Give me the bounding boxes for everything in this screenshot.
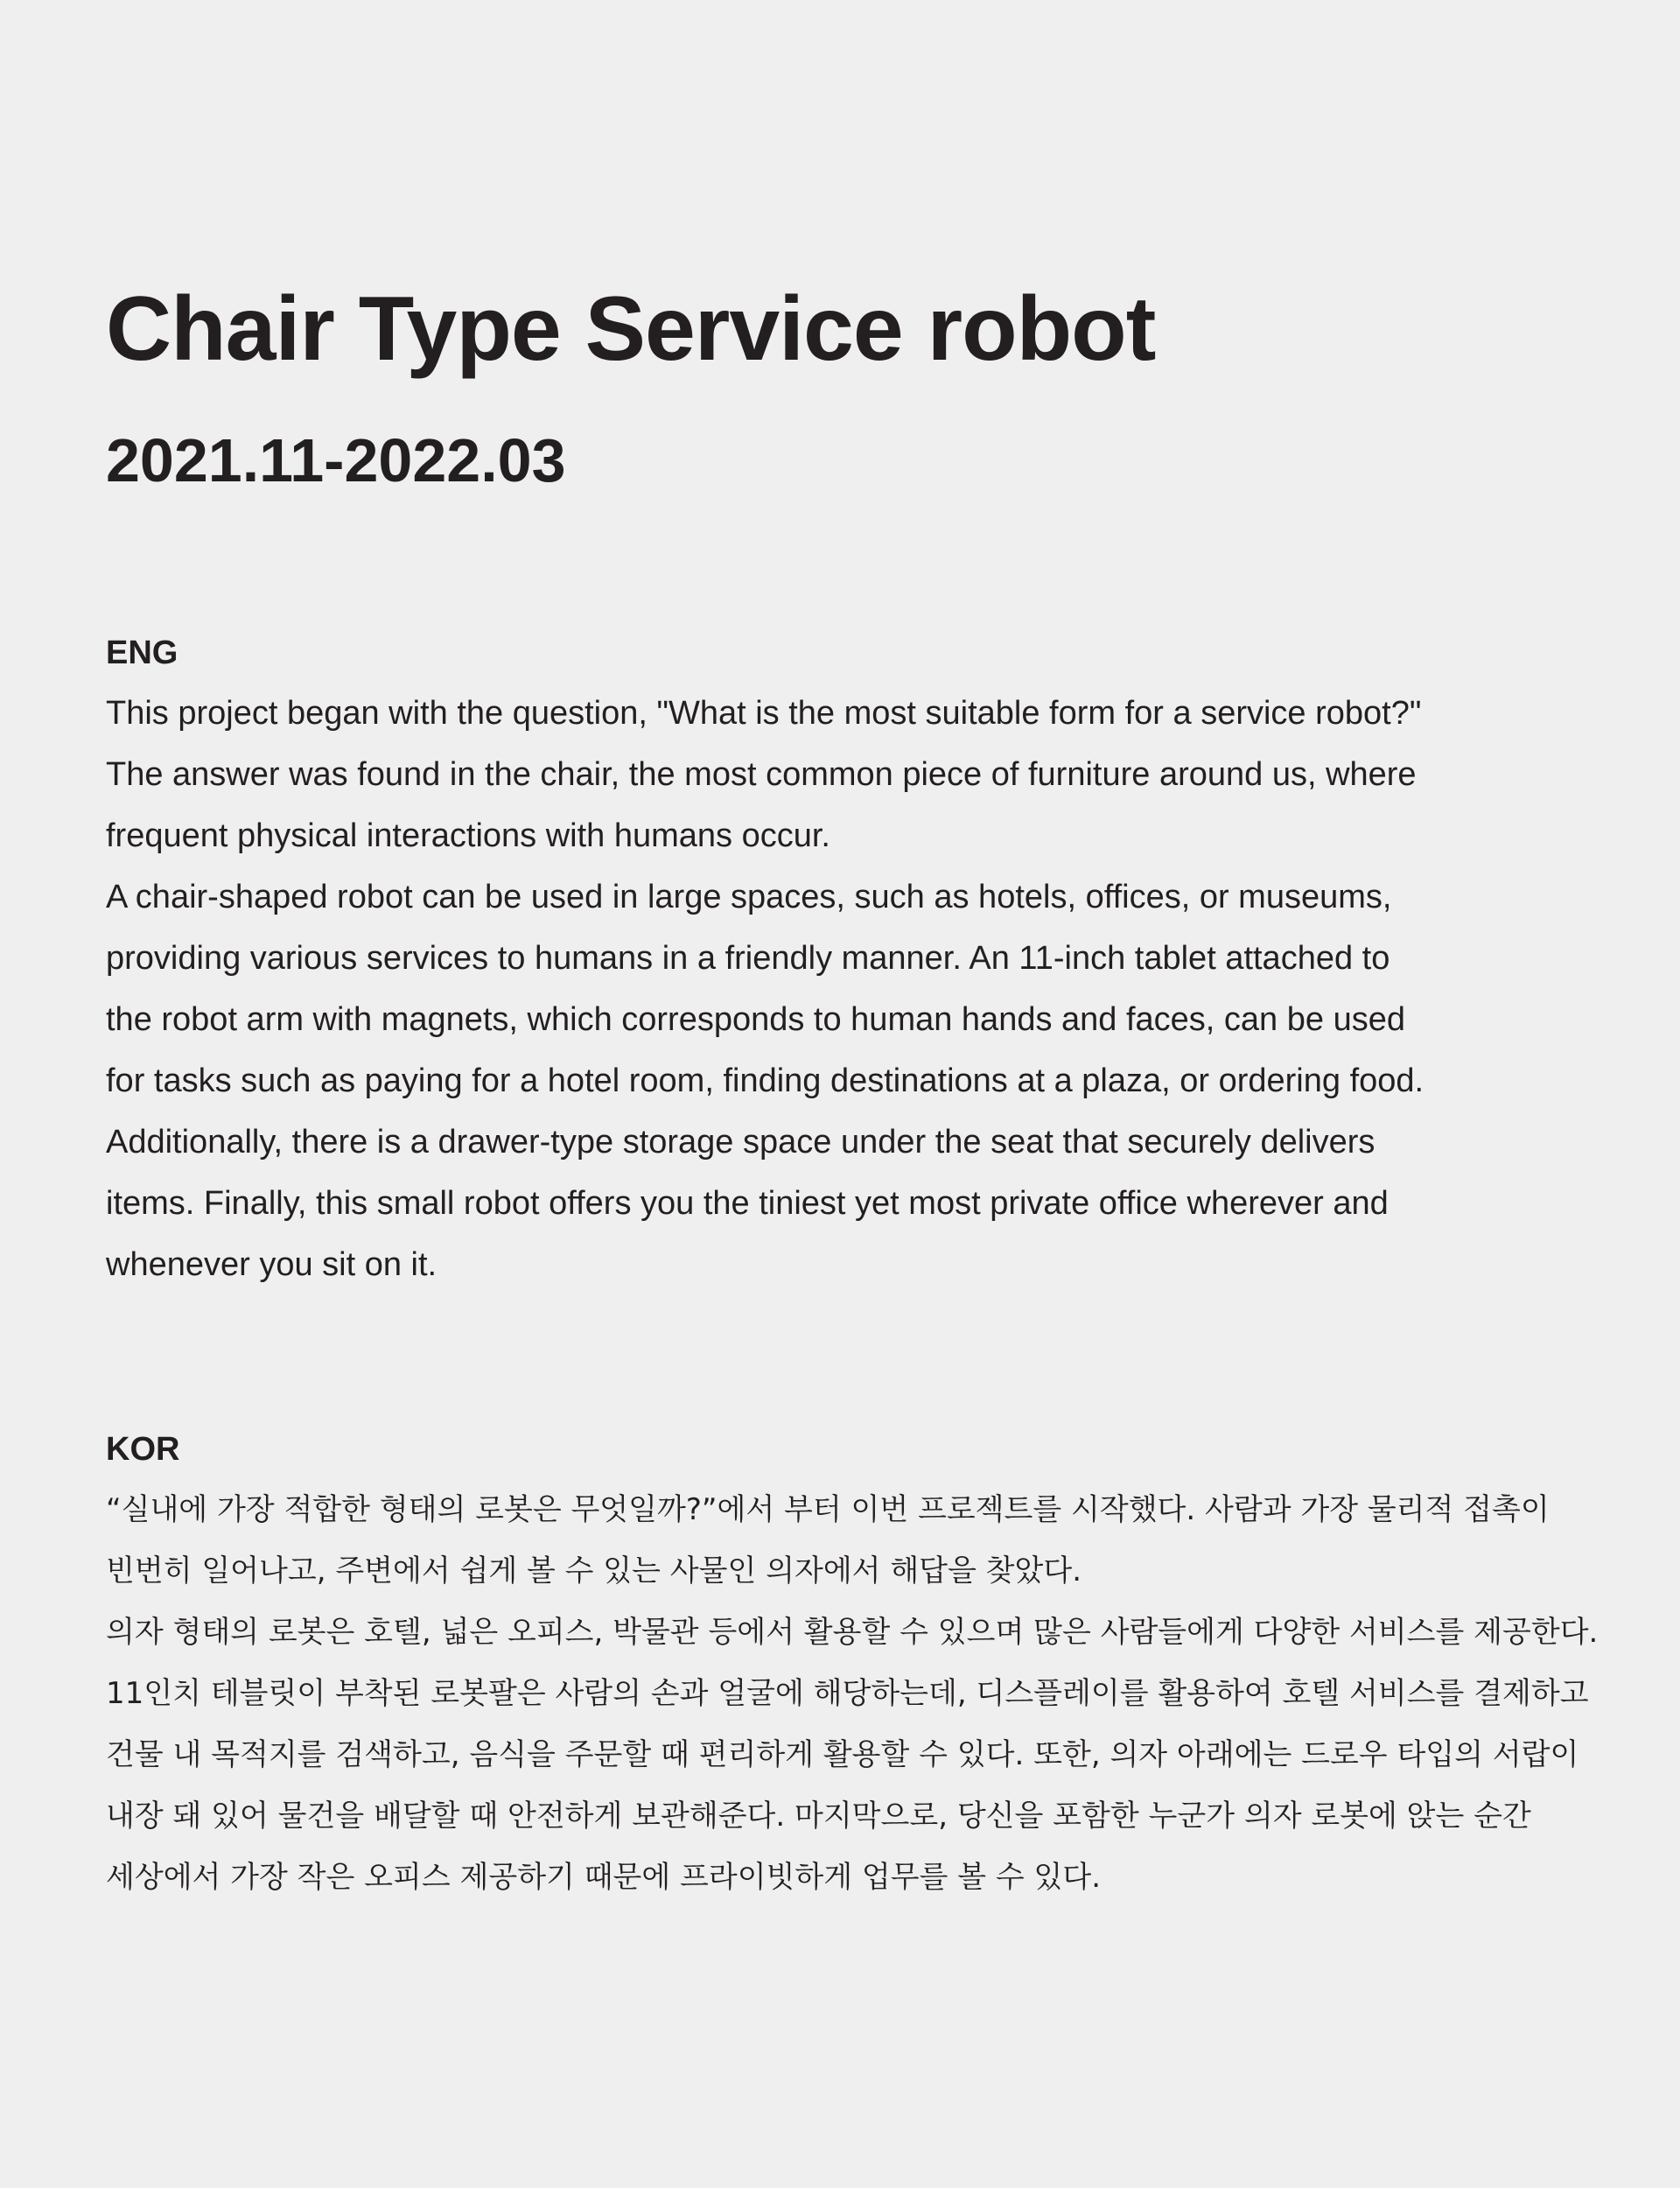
text-line: whenever you sit on it. <box>106 1246 438 1283</box>
section-label-kor: KOR <box>106 1431 180 1468</box>
page-title: Chair Type Service robot <box>106 278 1156 380</box>
text-line: A chair-shaped robot can be used in large spaces, such as hotels, offices, or museums, <box>106 879 1392 915</box>
text-line: The answer was found in the chair, the most common piece of furniture around us, where <box>106 756 1417 793</box>
text-line: 건물 내 목적지를 검색하고, 음식을 주문할 때 편리하게 활용할 수 있다. 또한, 의자 아래에는 드로우 타입의 서랍이 <box>106 1737 1579 1772</box>
text-line: 빈번히 일어나고, 주변에서 쉽게 볼 수 있는 사물인 의자에서 해답을 찾았다. <box>106 1553 1082 1588</box>
text-line: “실내에 가장 적합한 형태의 로봇은 무엇일까?”에서 부터 이번 프로젝트를 시작했다. 사람과 가장 물리적 접촉이 <box>106 1492 1550 1527</box>
text-line: 내장 돼 있어 물건을 배달할 때 안전하게 보관해준다. 마지막으로, 당신을 포함한 누군가 의자 로봇에 앉는 순간 <box>106 1799 1531 1834</box>
korean-description-text <box>106 1479 1599 1908</box>
text-line: 세상에서 가장 작은 오피스 제공하기 때문에 프라이빗하게 업무를 볼 수 있다. <box>106 1860 1102 1895</box>
text-line: 11인치 테블릿이 부착된 로봇팔은 사람의 손과 얼굴에 해당하는데, 디스플레이를 활용하여 호텔 서비스를 결제하고 <box>106 1676 1589 1711</box>
english-description-section <box>106 630 1593 1295</box>
text-line: items. Finally, this small robot offers you the tiniest yet most private office wherever and <box>106 1185 1389 1222</box>
text-line: 의자 형태의 로봇은 호텔, 넓은 오피스, 박물관 등에서 활용할 수 있으며 많은 사람들에게 다양한 서비스를 제공한다. <box>106 1615 1599 1650</box>
korean-description-section <box>106 1427 1599 1908</box>
text-line: This project began with the question, "What is the most suitable form for a service robot?" <box>106 695 1422 732</box>
text-line: for tasks such as paying for a hotel room, finding destinations at a plaza, or ordering food. <box>106 1062 1424 1099</box>
text-line: Additionally, there is a drawer-type storage space under the seat that securely delivers <box>106 1124 1376 1161</box>
text-line: the robot arm with magnets, which corresponds to human hands and faces, can be used <box>106 1001 1405 1038</box>
project-date-range: 2021.11-2022.03 <box>106 426 566 494</box>
text-line: providing various services to humans in a friendly manner. An 11-inch tablet attached to <box>106 940 1390 977</box>
section-label-eng: ENG <box>106 635 178 671</box>
english-description-text <box>106 683 1593 1295</box>
text-line: frequent physical interactions with humans occur. <box>106 817 830 854</box>
